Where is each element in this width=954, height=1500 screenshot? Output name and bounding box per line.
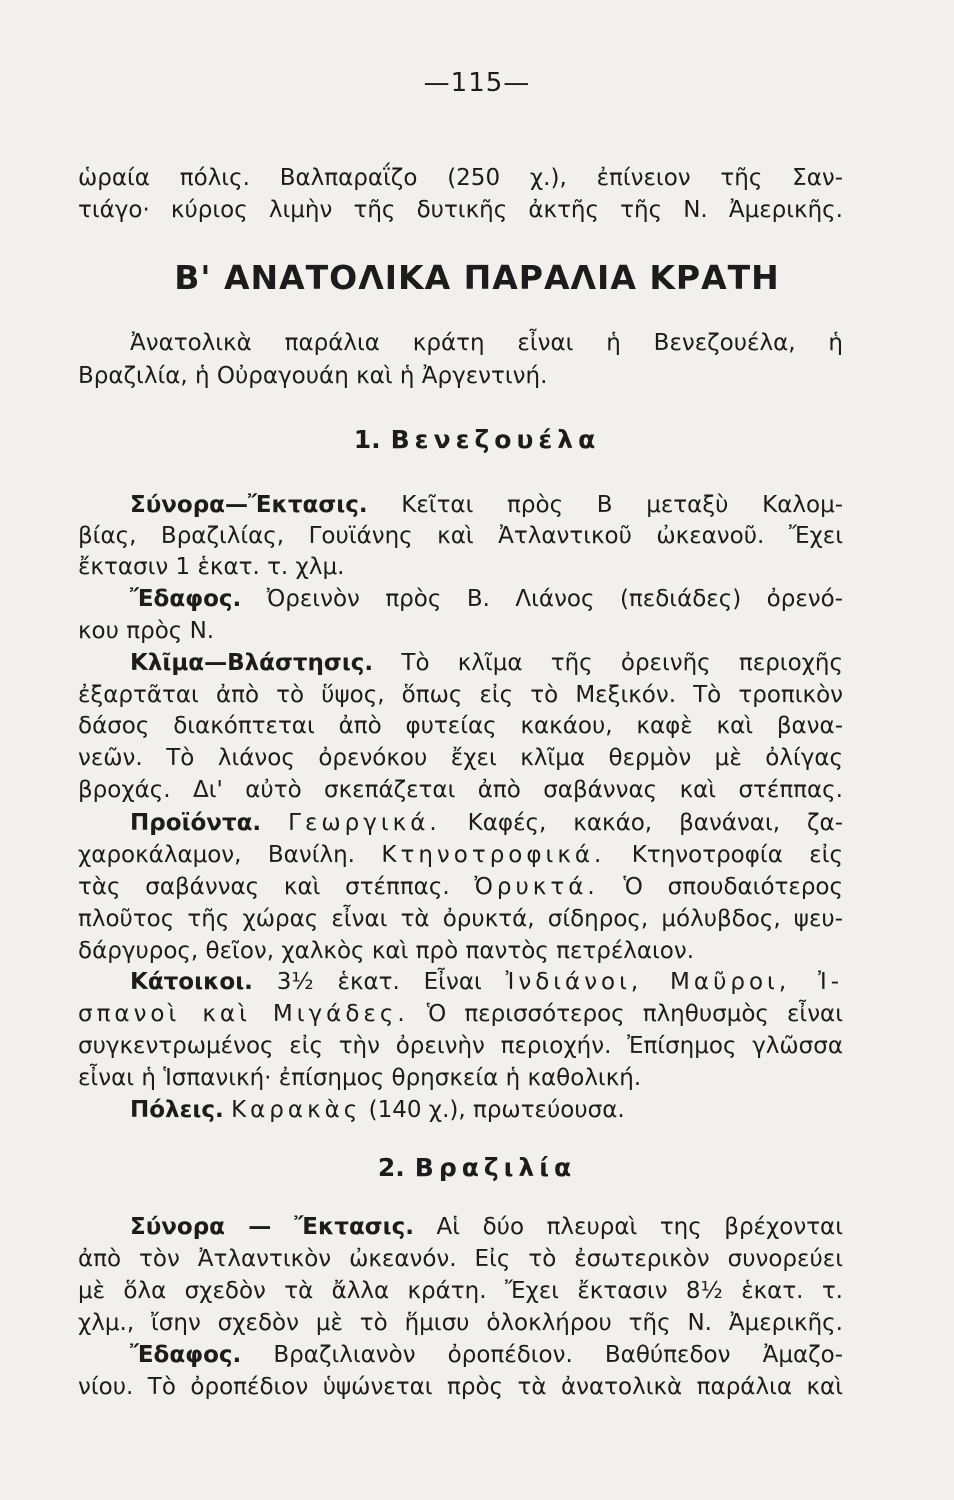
text-line: βίας, Βραζιλίας, Γουϊάνης καὶ Ἀτλαντικοῦ ὠκεανοῦ. Ἔχει [78, 523, 843, 549]
text-line: κου πρὸς Ν. [78, 618, 215, 644]
paragraph-term: Πόλεις. [130, 1097, 224, 1123]
paragraph-term: Ἔδαφος. [130, 1342, 242, 1368]
text-line: τὰς σαβάννας καὶ στέππας. Ὀρυκτά. Ὁ σπουδαιότερος [78, 874, 843, 900]
paragraph-term: Σύνορα — Ἔκτασις. [130, 1214, 415, 1240]
subsection-title-brazil [0, 1153, 954, 1182]
text-line: Σύνορα—Ἔκτασις. Κεῖται πρὸς Β μεταξὺ Καλομ- [130, 492, 844, 518]
text-line: ἐξαρτᾶται ἀπὸ τὸ ὕψος, ὅπως εἰς τὸ Μεξικόν. Τὸ τροπικὸν [78, 682, 843, 708]
text-line: συγκεντρωμένος εἰς τὴν ὀρεινὴν περιοχήν. Ἐπίσημος γλῶσσα [78, 1033, 843, 1059]
subsection-number: 1. [353, 425, 381, 454]
paragraph-term: Σύνορα—Ἔκτασις. [130, 492, 368, 518]
text-line: νεῶν. Τὸ λιάνος ὀρενόκου ἔχει κλῖμα θερμὸν μὲ ὀλίγας [78, 745, 843, 771]
text-line: Ἔδαφος. Βραζιλιανὸν ὀροπέδιον. Βαθύπεδον Ἀμαζο- [130, 1342, 843, 1368]
subsection-title-venezuela [0, 425, 954, 454]
text-line: μὲ ὅλα σχεδὸν τὰ ἄλλα κράτη. Ἔχει ἔκτασιν 8½ ἑκατ. τ. [78, 1278, 843, 1304]
text-line: σπανοὶ καὶ Μιγάδες. Ὁ περισσότερος πληθυσμὸς εἶναι [78, 1001, 844, 1027]
text-line: Προϊόντα. Γεωργικά. Καφές, κακάο, βανάναι, ζα- [130, 810, 843, 836]
text-line: χλμ., ἴσην σχεδὸν μὲ τὸ ἥμισυ ὁλοκλήρου τῆς Ν. Ἀμερικῆς. [78, 1310, 843, 1336]
paragraph-term: Κάτοικοι. [130, 969, 253, 995]
paragraph-term: Κλῖμα—Βλάστησις. [130, 650, 374, 676]
text-line: Κάτοικοι. 3½ ἑκατ. Εἶναι Ἰνδιάνοι, Μαῦροι, Ἰ- [130, 969, 844, 995]
text-line: τιάγο· κύριος λιμὴν τῆς δυτικῆς ἀκτῆς τῆς Ν. Ἀμερικῆς. [78, 197, 843, 223]
text-line: δάργυρος, θεῖον, χαλκὸς καὶ πρὸ παντὸς πετρέλαιον. [78, 938, 695, 964]
subsection-name: Βενεζουέλα [390, 425, 601, 454]
text-line: βροχάς. Δι' αὐτὸ σκεπάζεται ἀπὸ σαβάννας καὶ στέππας. [78, 777, 843, 803]
page-number: —115— [423, 68, 531, 98]
text-line: πλοῦτος τῆς χώρας εἶναι τὰ ὀρυκτά, σίδηρος, μόλυβδος, ψευ- [78, 906, 843, 932]
text-line: Σύνορα — Ἔκτασις. Αἱ δύο πλευραὶ της βρέχονται [130, 1214, 843, 1240]
paragraph-term: Προϊόντα. [130, 810, 262, 836]
text-line: ἀπὸ τὸν Ἀτλαντικὸν ὠκεανόν. Εἰς τὸ ἐσωτερικὸν συνορεύει [78, 1246, 843, 1272]
text-line: νίου. Τὸ ὀροπέδιον ὑψώνεται πρὸς τὰ ἀνατολικὰ παράλια καὶ [78, 1374, 843, 1400]
text-line: εἶναι ἡ Ἱσπανική· ἐπίσημος θρησκεία ἡ καθολική. [78, 1065, 642, 1091]
text-line: δάσος διακόπτεται ἀπὸ φυτείας κακάου, καφὲ καὶ βανα- [78, 713, 843, 739]
text-line: Κλῖμα—Βλάστησις. Τὸ κλῖμα τῆς ὀρεινῆς περιοχῆς [130, 650, 844, 676]
text-line: ἔκτασιν 1 ἑκατ. τ. χλμ. [78, 554, 345, 580]
text-line: Πόλεις. Καρακὰς (140 χ.), πρωτεύουσα. [130, 1097, 625, 1123]
text-line: χαροκάλαμον, Βανίλη. Κτηνοτροφικά. Κτηνοτροφία εἰς [78, 842, 844, 868]
text-line: Βραζιλία, ἡ Οὐραγουάη καὶ ἡ Ἀργεντινή. [78, 363, 548, 389]
subsection-name: Βραζιλία [414, 1153, 577, 1182]
text-line: Ἔδαφος. Ὀρεινὸν πρὸς Β. Λιάνος (πεδιάδες) ὀρενό- [130, 586, 844, 612]
paragraph-term: Ἔδαφος. [130, 586, 242, 612]
text-line: ὡραία πόλις. Βαλπαραΐζο (250 χ.), ἐπίνειον τῆς Σαν- [78, 165, 843, 191]
subsection-number: 2. [377, 1153, 405, 1182]
text-line: Ἀνατολικὰ παράλια κράτη εἶναι ἡ Βενεζουέλα, ἡ [130, 330, 843, 356]
section-heading: Β' ΑΝΑΤΟΛΙΚΑ ΠΑΡΑΛΙΑ ΚΡΑΤΗ [174, 258, 780, 297]
